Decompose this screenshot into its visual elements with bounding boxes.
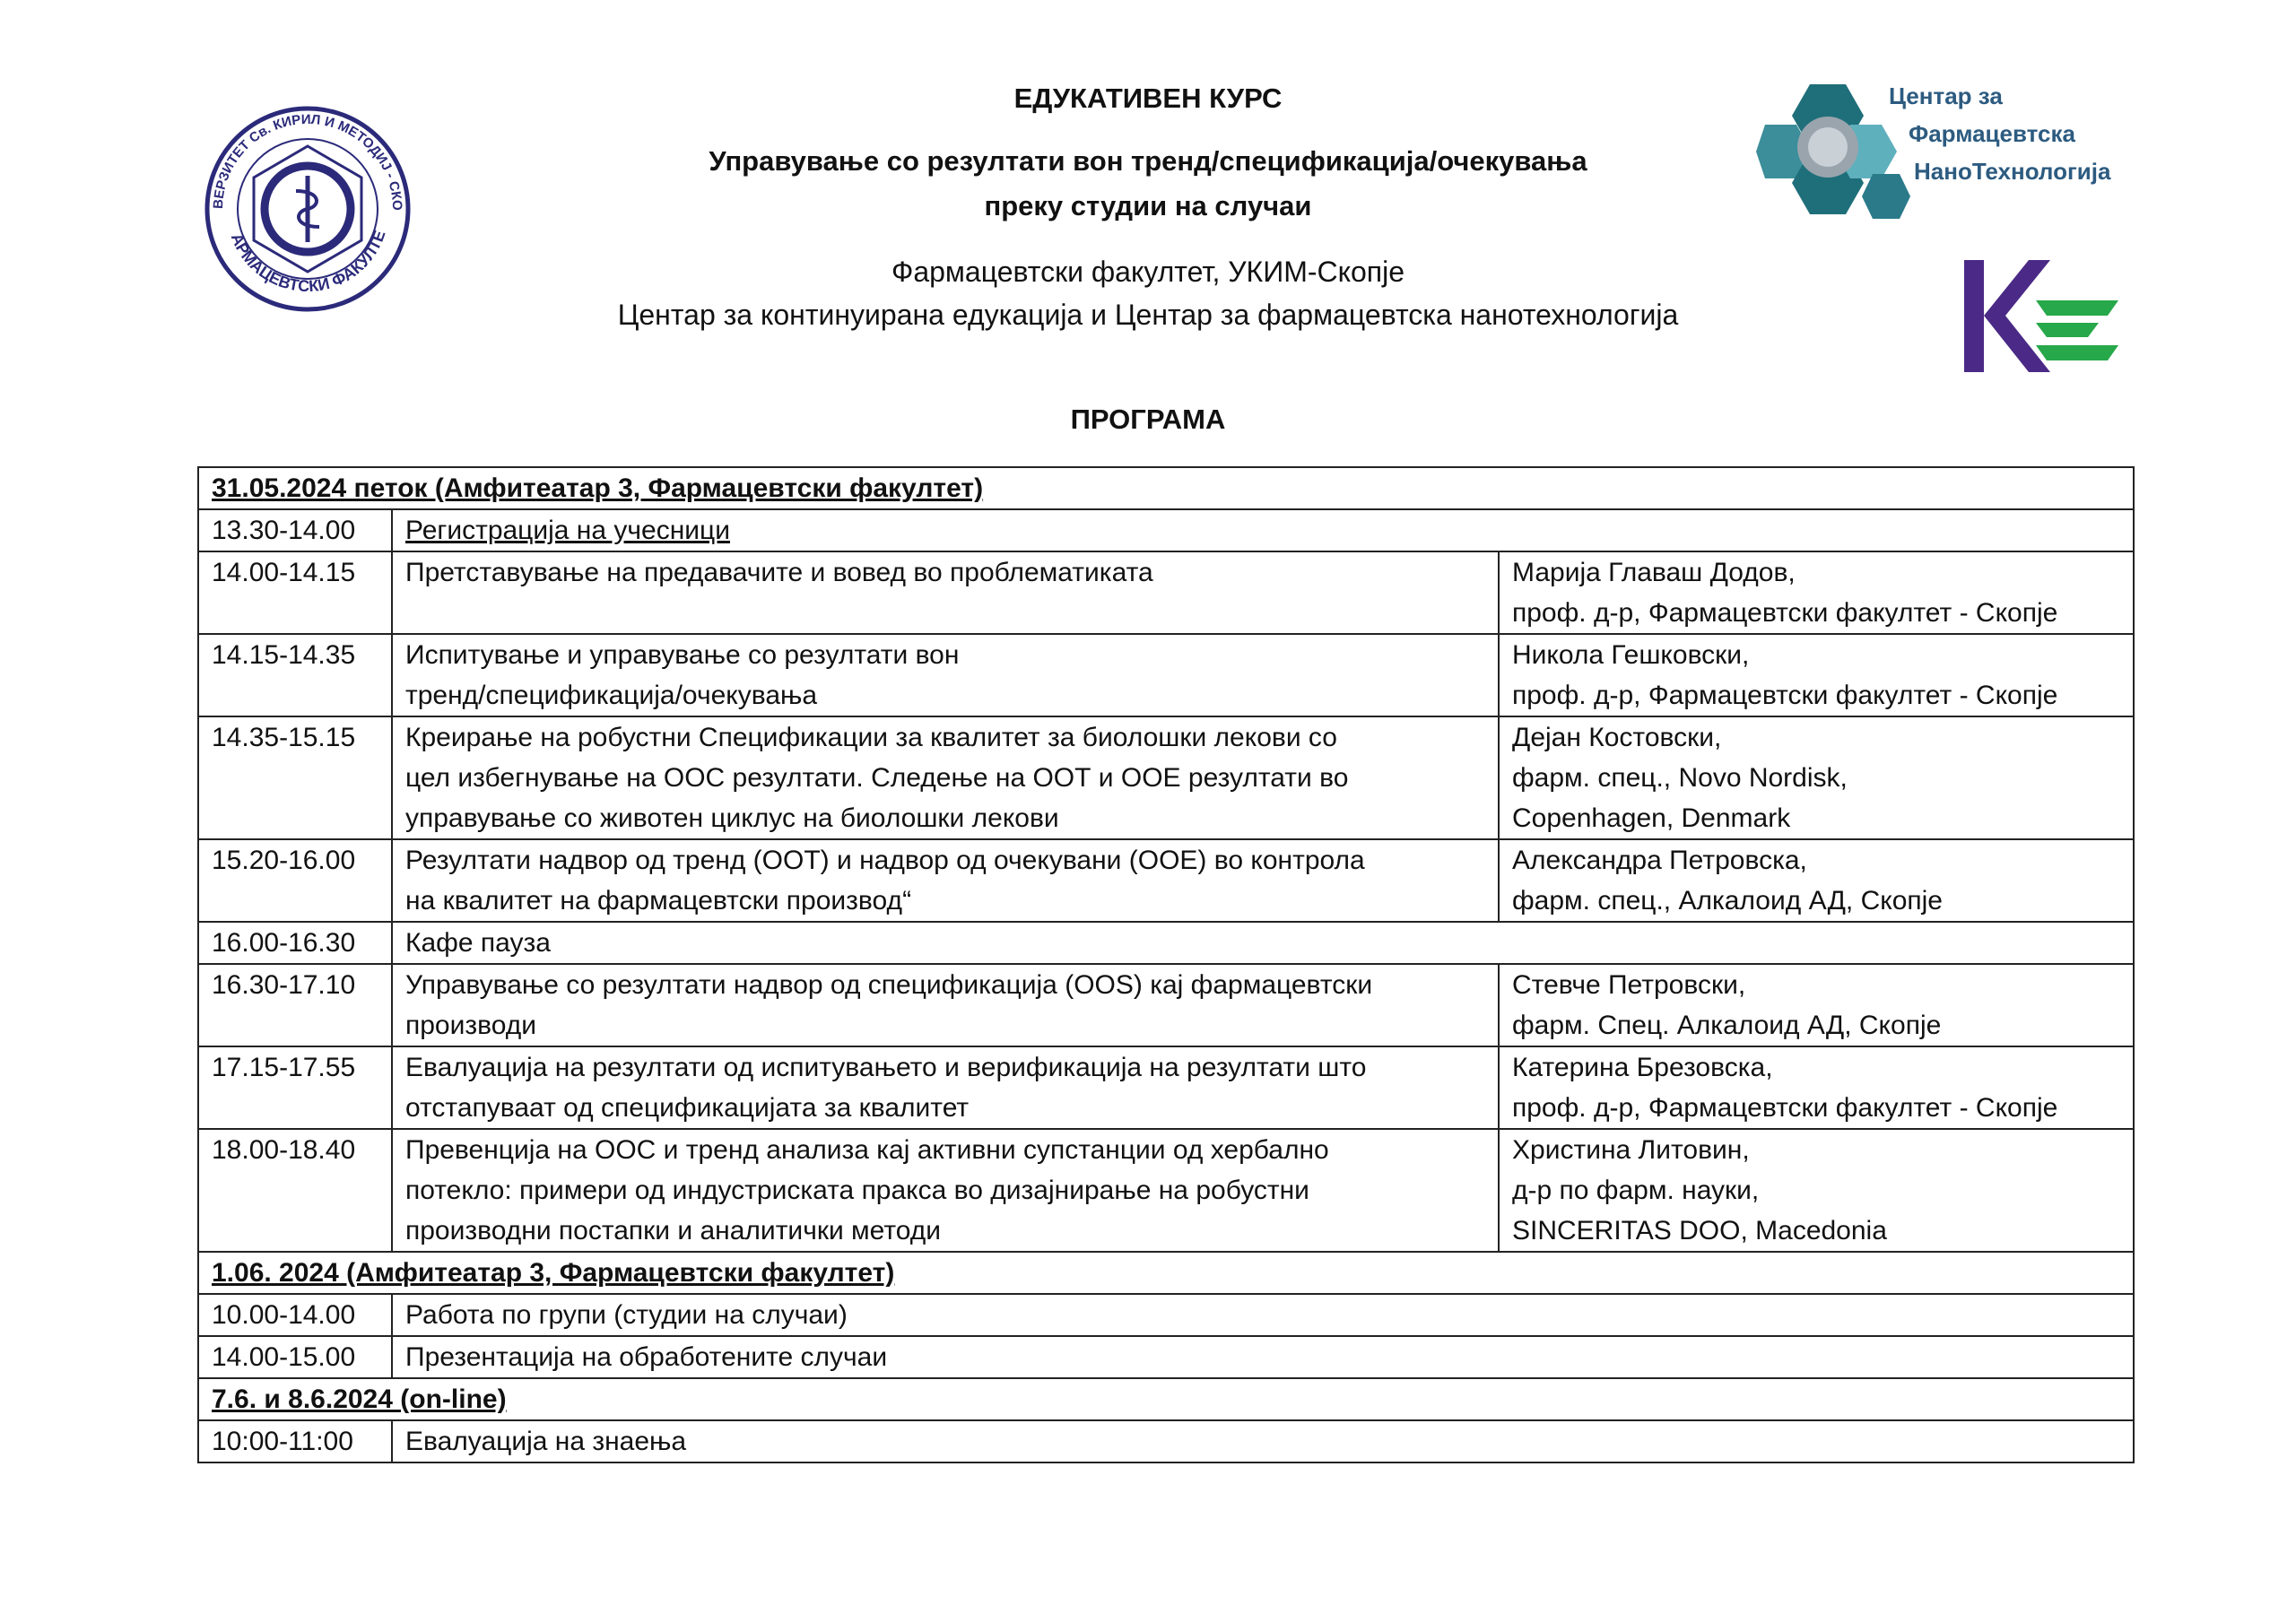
table-row — [198, 839, 2134, 922]
topic-cell — [392, 964, 1499, 1046]
speaker-cell — [1499, 634, 2134, 716]
table-row — [198, 1046, 2134, 1129]
topic-cell: Работа по групи (студии на случаи) — [392, 1294, 2134, 1336]
speaker-line: фарм. спец., Novo Nordisk, — [1512, 763, 1848, 793]
table-row — [198, 1336, 2134, 1378]
speaker-line: Дејан Костовски, — [1512, 723, 1722, 752]
day-heading-row — [198, 467, 2134, 509]
time-cell: 14.15-14.35 — [198, 634, 392, 716]
time-cell: 18.00-18.40 — [198, 1129, 392, 1252]
topic-line: Резултати надвор од тренд (ООТ) и надвор од очекувани (ООЕ) во контрола — [405, 846, 1365, 875]
organizer-line-1: Фармацевтски факултет, УКИМ-Скопје — [891, 256, 1405, 288]
svg-text:УНИВЕРЗИТЕТ Св. КИРИЛ И МЕТОДИ: ВЕРЗИТЕТ Св. КИРИЛ И МЕТОДИЈ - СКО — [210, 111, 405, 212]
speaker-line: проф. д-р, Фармацевтски факултет - Скопје — [1512, 598, 2058, 628]
speaker-cell — [1499, 839, 2134, 922]
topic-line: Управување со резултати надвор од спецификација (OOS) кај фармацевтски — [405, 970, 1373, 1000]
table-row — [198, 551, 2134, 634]
topic-cell — [392, 1046, 1499, 1129]
table-row — [198, 1294, 2134, 1336]
topic-cell — [392, 839, 1499, 922]
speaker-cell — [1499, 551, 2134, 634]
topic-line: Евалуација на резултати од испитувањето и верификација на резултати што — [405, 1053, 1367, 1082]
day-heading: 1.06. 2024 (Амфитеатар 3, Фармацевтски факултет) — [198, 1252, 2134, 1294]
time-cell: 14.00-14.15 — [198, 551, 392, 634]
table-row — [198, 1129, 2134, 1252]
course-type-heading: ЕДУКАТИВЕН КУРС — [1013, 82, 1283, 114]
speaker-line: Александра Петровска, — [1512, 846, 1807, 875]
table-row — [198, 509, 2134, 551]
topic-cell — [392, 634, 1499, 716]
topic-cell — [392, 1129, 1499, 1252]
table-row — [198, 922, 2134, 964]
speaker-line: фарм. спец., Алкалоид АД, Скопје — [1512, 886, 1943, 916]
nano-center-line-2: Фармацевтска — [1909, 120, 2075, 147]
topic-line: Креирање на робустни Спецификации за квалитет за биолошки лекови со — [405, 723, 1337, 752]
topic-line: Превенција на ООС и тренд анализа кај активни супстанции од хербално — [405, 1135, 1329, 1165]
day-heading: 31.05.2024 петок (Амфитеатар 3, Фармацевтски факултет) — [198, 467, 2134, 509]
topic-cell: Кафе пауза — [392, 922, 2134, 964]
topic-line: Претставување на предавачите и вовед во проблематиката — [405, 558, 1153, 587]
time-cell: 14.35-15.15 — [198, 716, 392, 839]
topic-cell: Регистрација на учесници — [392, 509, 2134, 551]
organizer-line-2: Центар за континуирана едукација и Центар за фармацевтска нанотехнологија — [617, 299, 1679, 331]
topic-line: тренд/спецификација/очекувања — [405, 681, 818, 710]
time-cell: 10.00-14.00 — [198, 1294, 392, 1336]
day-heading-row — [198, 1378, 2134, 1420]
program-heading: ПРОГРАМА — [1070, 404, 1226, 435]
topic-line: отстапуваат од спецификацијата за квалитет — [405, 1093, 970, 1123]
time-cell: 13.30-14.00 — [198, 509, 392, 551]
speaker-line: Марија Главаш Додов, — [1512, 558, 1796, 587]
speaker-line: проф. д-р, Фармацевтски факултет - Скопје — [1512, 1093, 2058, 1123]
speaker-line: проф. д-р, Фармацевтски факултет - Скопје — [1512, 681, 2058, 710]
speaker-line: Катерина Брезовска, — [1512, 1053, 1773, 1082]
course-title-line-2: преку студии на случаи — [984, 190, 1312, 221]
speaker-line: д-р по фарм. науки, — [1512, 1176, 1760, 1205]
topic-cell — [392, 716, 1499, 839]
day-heading: 7.6. и 8.6.2024 (on-line) — [198, 1378, 2134, 1420]
speaker-line: SINCERITAS DOO, Macedonia — [1512, 1216, 1887, 1245]
topic-line: производни постапки и аналитички методи — [405, 1216, 942, 1245]
topic-cell: Презентација на обработените случаи — [392, 1336, 2134, 1378]
table-row — [198, 634, 2134, 716]
table-row — [198, 964, 2134, 1046]
nano-center-line-1: Центар за — [1889, 82, 2003, 109]
table-row — [198, 716, 2134, 839]
time-cell: 14.00-15.00 — [198, 1336, 392, 1378]
time-cell: 16.30-17.10 — [198, 964, 392, 1046]
speaker-line: Христина Литовин, — [1512, 1135, 1750, 1165]
svg-text:ФАРМАЦЕВТСКИ ФАКУЛТЕТ: АРМАЦЕВТСКИ ФАКУЛТЕ — [227, 228, 389, 296]
speaker-cell — [1499, 716, 2134, 839]
speaker-cell — [1499, 1129, 2134, 1252]
table-row — [198, 1420, 2134, 1462]
time-cell: 10:00-11:00 — [198, 1420, 392, 1462]
speaker-cell — [1499, 964, 2134, 1046]
time-cell: 17.15-17.55 — [198, 1046, 392, 1129]
speaker-line: Copenhagen, Denmark — [1512, 803, 1791, 833]
topic-line: производи — [405, 1011, 537, 1040]
topic-cell — [392, 551, 1499, 634]
speaker-line: фарм. Спец. Алкалоид АД, Скопје — [1512, 1011, 1942, 1040]
day-heading-row — [198, 1252, 2134, 1294]
time-cell: 16.00-16.30 — [198, 922, 392, 964]
topic-line: на квалитет на фармацевтски производ“ — [405, 886, 912, 916]
speaker-cell — [1499, 1046, 2134, 1129]
speaker-line: Никола Гешковски, — [1512, 640, 1750, 670]
topic-line: цел избегнување на ООС резултати. Следење на ООТ и ООЕ резултати во — [405, 763, 1349, 793]
topic-line: Испитување и управување со резултати вон — [405, 640, 960, 670]
nano-center-line-3: НаноТехнологија — [1914, 158, 2111, 185]
topic-line: управување со животен циклус на биолошки лекови — [405, 803, 1059, 833]
time-cell: 15.20-16.00 — [198, 839, 392, 922]
topic-line: потекло: примери од индустриската пракса во дизајнирање на робустни — [405, 1176, 1309, 1205]
course-title-line-1: Управување со резултати вон тренд/спецификација/очекувања — [709, 145, 1587, 177]
topic-cell: Евалуација на знаења — [392, 1420, 2134, 1462]
schedule-table — [197, 466, 2135, 1463]
speaker-line: Стевче Петровски, — [1512, 970, 1746, 1000]
